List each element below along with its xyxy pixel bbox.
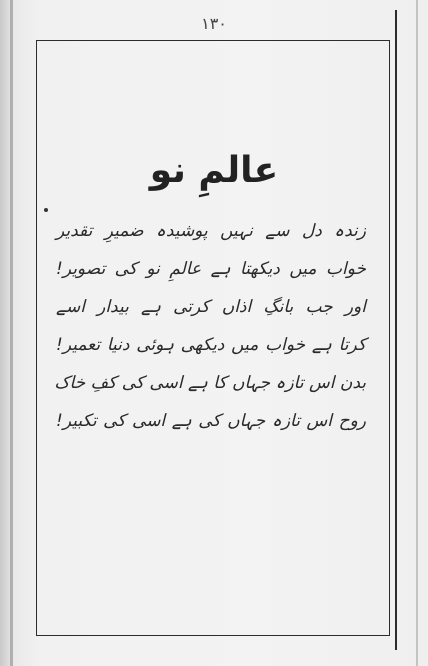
verse-line-6: روح اس تازہ جہاں کی ہے اسی کی تکبیر!	[56, 411, 366, 431]
page-edge	[416, 0, 418, 666]
page-border-right-rule	[395, 10, 397, 650]
margin-dot	[44, 208, 48, 212]
verse-line-5: بدن اس تازہ جہاں کا ہے اسی کی کفِ خاک	[54, 373, 366, 393]
binding-edge	[10, 0, 13, 666]
verse-line-2: خواب میں دیکھتا ہے عالمِ نو کی تصویر!	[56, 259, 366, 279]
poem-title: عالمِ نو	[149, 150, 279, 191]
verse-line-3: اور جب بانگِ اذاں کرتی ہے بیدار اسے	[56, 297, 366, 317]
page-number: ۱۳۰	[201, 14, 227, 33]
poem-verses	[56, 212, 366, 440]
verse-line-1: زندہ دل سے نہیں پوشیدہ ضمیرِ تقدیر	[56, 221, 366, 241]
verse-line-4: کرتا ہے خواب میں دیکھی ہوئی دنیا تعمیر!	[56, 335, 366, 355]
